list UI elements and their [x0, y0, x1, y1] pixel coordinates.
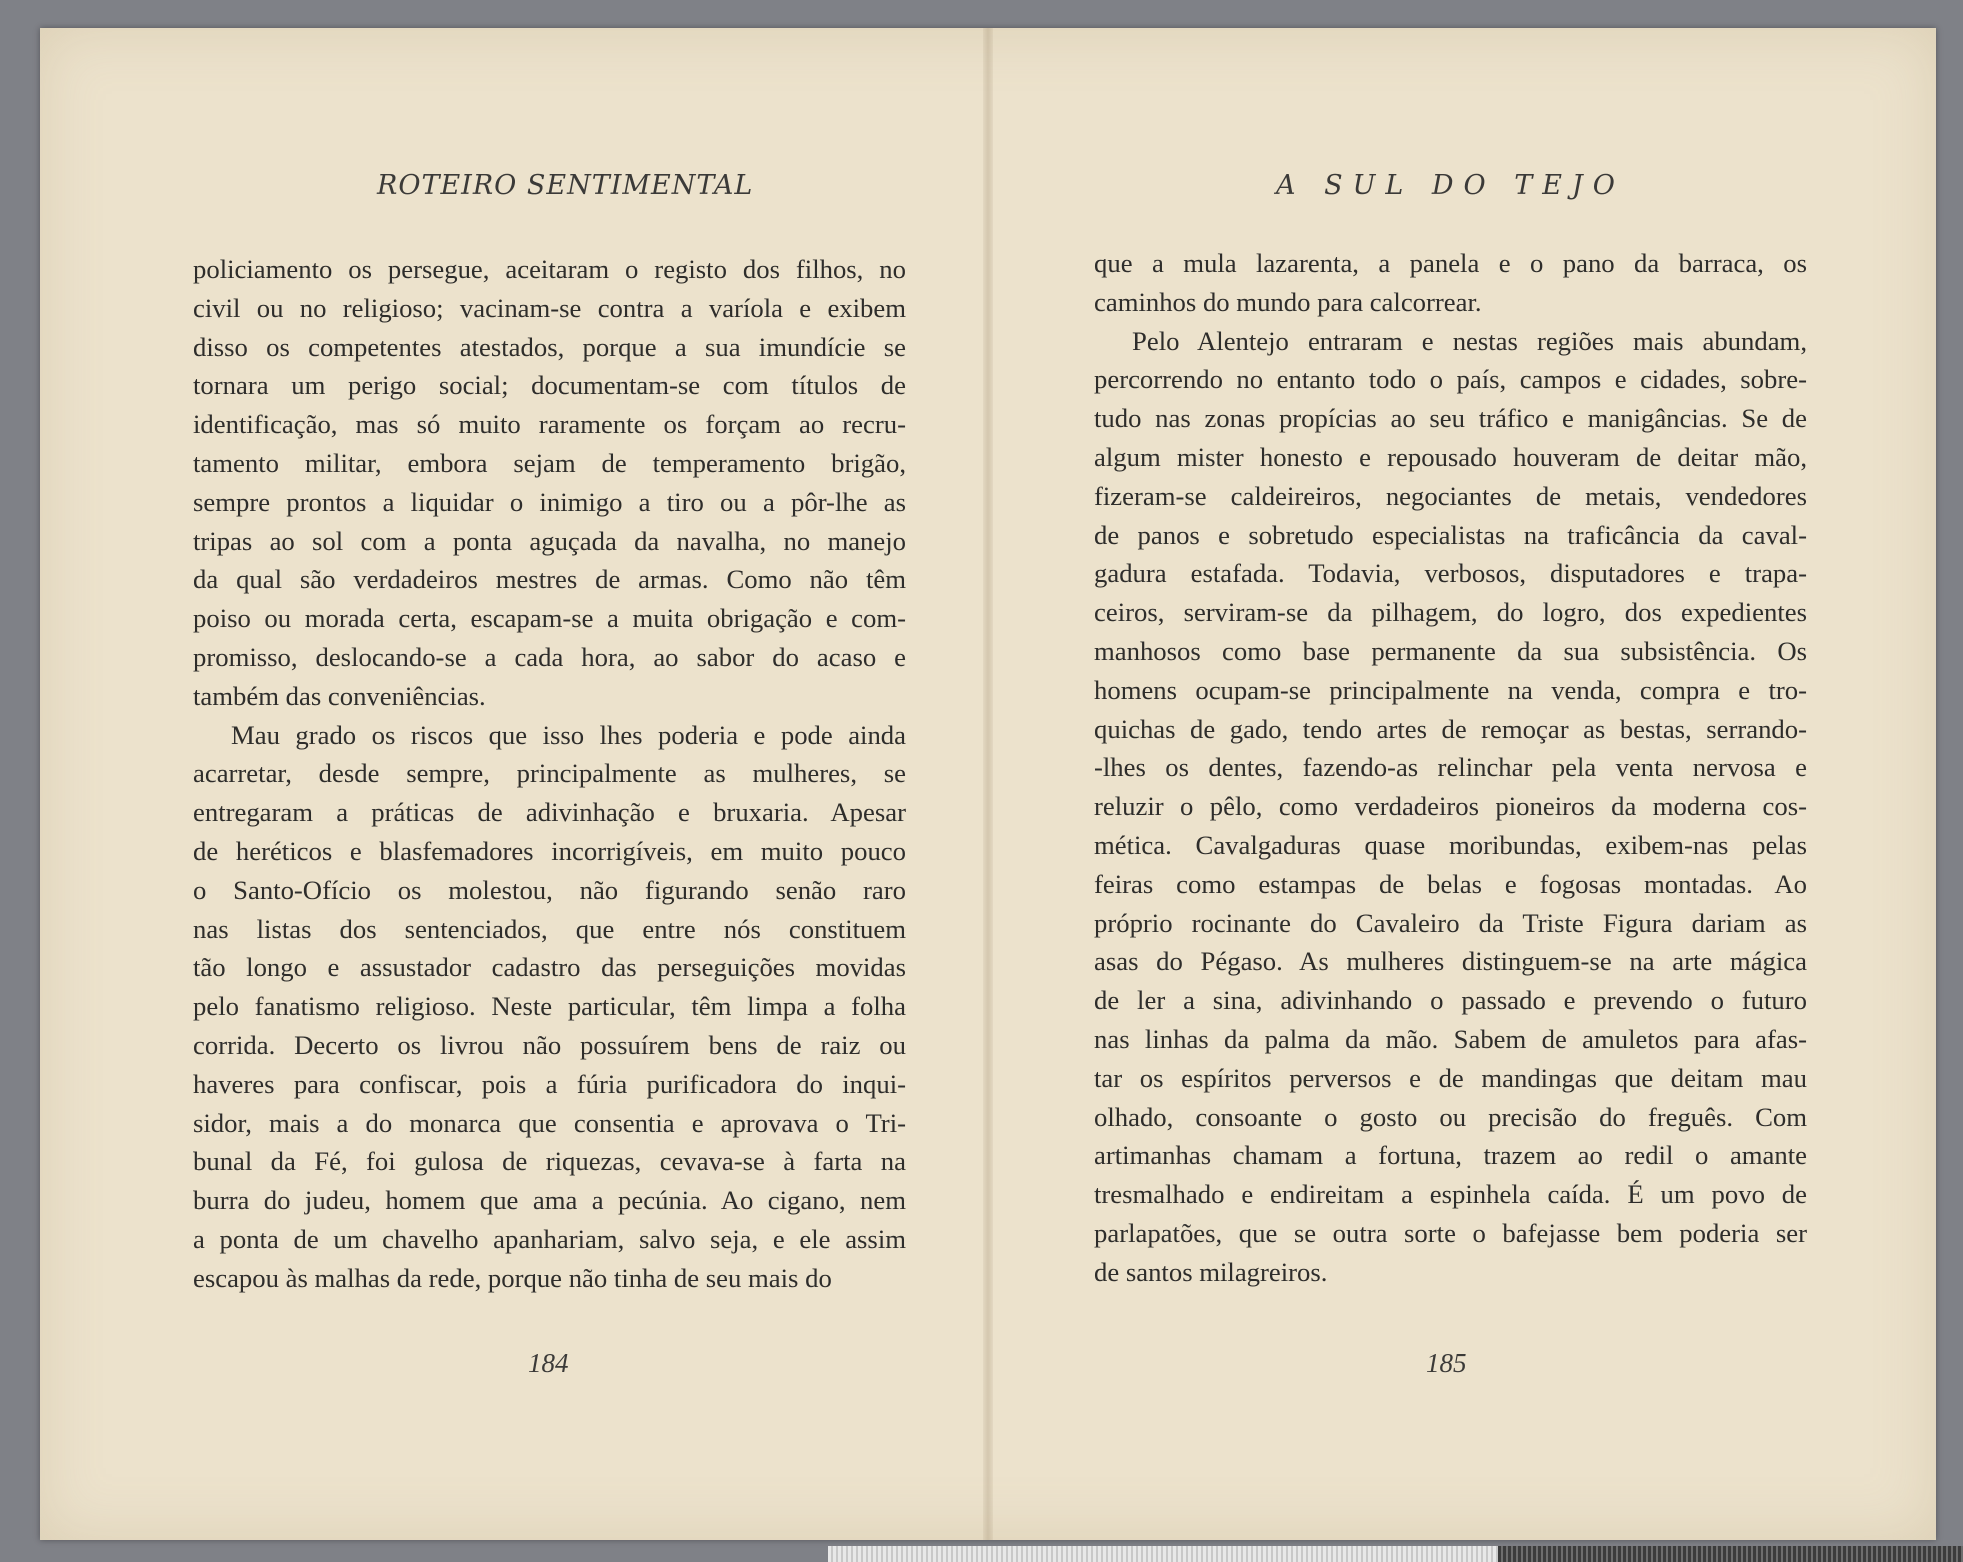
text-line: tão longo e assustador cadastro das perseguições movidas: [193, 952, 906, 983]
page-number-right: 185: [1426, 1348, 1467, 1378]
text-line: de heréticos e blasfemadores incorrigíveis, em muito pouco: [193, 835, 906, 866]
text-line: nas listas dos sentenciados, que entre nós constituem: [193, 913, 906, 944]
running-head-left: ROTEIRO SENTIMENTAL: [377, 170, 754, 201]
text-line: olhado, consoante o gosto ou precisão do freguês. Com: [1094, 1101, 1807, 1132]
text-line: nas linhas da palma da mão. Sabem de amuletos para afas-: [1094, 1023, 1807, 1054]
text-line: que a mula lazarenta, a panela e o pano da barraca, os: [1094, 248, 1807, 278]
text-line: haveres para confiscar, pois a fúria purificadora do inqui-: [193, 1068, 906, 1099]
text-line: caminhos do mundo para calcorrear.: [1094, 286, 1482, 317]
paragraph: [193, 250, 906, 716]
text-line: a ponta de um chavelho apanhariam, salvo seja, e ele assim: [193, 1223, 906, 1254]
paragraph: [1094, 322, 1807, 1292]
text-line: tripas ao sol com a ponta aguçada da navalha, no manejo: [193, 525, 906, 556]
text-line: disso os competentes atestados, porque a sua imundície se: [193, 331, 906, 362]
color-scale-dark-segment: [1498, 1546, 1963, 1562]
text-line: civil ou no religioso; vacinam-se contra a varíola e exibem: [193, 292, 906, 323]
text-line: mética. Cavalgaduras quase moribundas, exibem-nas pelas: [1094, 829, 1807, 860]
text-line: identificação, mas só muito raramente os forçam ao recru-: [193, 409, 906, 440]
text-line: tresmalhado e endireitam a espinhela caída. É um povo de: [1094, 1179, 1807, 1210]
text-line: promisso, deslocando-se a cada hora, ao sabor do acaso e: [193, 641, 906, 672]
right-page-text: [1094, 244, 1807, 1292]
text-line: de panos e sobretudo especialistas na traficância da caval-: [1094, 519, 1807, 550]
left-page: [40, 28, 988, 1540]
text-line: sempre prontos a liquidar o inimigo a tiro ou a pôr-lhe as: [193, 486, 906, 517]
text-line: corrida. Decerto os livrou não possuírem bens de raiz ou: [193, 1029, 906, 1060]
text-line: Pelo Alentejo entraram e nestas regiões mais abundam,: [1132, 325, 1807, 356]
text-line: quichas de gado, tendo artes de remoçar as bestas, serrando-: [1094, 713, 1807, 744]
paragraph: [193, 716, 906, 1298]
paragraph: [1094, 244, 1807, 322]
text-line: da qual são verdadeiros mestres de armas. Como não têm: [193, 564, 906, 595]
text-line: pelo fanatismo religioso. Neste particular, têm limpa a folha: [193, 991, 906, 1022]
text-line: tar os espíritos perversos e de mandingas que deitam mau: [1094, 1062, 1807, 1093]
text-line: percorrendo no entanto todo o país, campos e cidades, sobre-: [1094, 364, 1807, 395]
text-line: acarretar, desde sempre, principalmente as mulheres, se: [193, 758, 906, 789]
text-line: poiso ou morada certa, escapam-se a muita obrigação e com-: [193, 603, 906, 634]
text-line: de santos milagreiros.: [1094, 1256, 1328, 1287]
text-line: tudo nas zonas propícias ao seu tráfico e manigâncias. Se de: [1094, 403, 1807, 434]
text-line: Mau grado os riscos que isso lhes poderia e pode ainda: [231, 719, 906, 750]
text-line: bunal da Fé, foi gulosa de riquezas, cevava-se à farta na: [193, 1146, 906, 1177]
text-line: gadura estafada. Todavia, verbosos, disputadores e trapa-: [1094, 558, 1807, 589]
text-line: tornara um perigo social; documentam-se com títulos de: [193, 370, 906, 401]
text-line: o Santo-Ofício os molestou, não figurando senão raro: [193, 874, 906, 905]
text-line: sidor, mais a do monarca que consentia e aprovava o Tri-: [193, 1107, 906, 1138]
text-line: entregaram a práticas de adivinhação e bruxaria. Apesar: [193, 797, 906, 828]
text-line: ceiros, serviram-se da pilhagem, do logro, dos expedientes: [1094, 597, 1807, 628]
right-page: [988, 28, 1936, 1540]
text-line: próprio rocinante do Cavaleiro da Triste Figura dariam as: [1094, 907, 1807, 938]
running-head-right: A SUL DO TEJO: [1276, 170, 1625, 201]
text-line: fizeram-se caldeireiros, negociantes de metais, vendedores: [1094, 480, 1807, 511]
text-line: manhosos como base permanente da sua subsistência. Os: [1094, 635, 1807, 666]
text-line: artimanhas chamam a fortuna, trazem ao redil o amante: [1094, 1140, 1807, 1171]
page-number-left: 184: [528, 1348, 569, 1378]
text-line: parlapatões, que se outra sorte o bafejasse bem poderia ser: [1094, 1217, 1807, 1248]
text-line: burra do judeu, homem que ama a pecúnia. Ao cigano, nem: [193, 1185, 906, 1216]
color-scale-bar: [828, 1546, 1963, 1562]
text-line: tamento militar, embora sejam de temperamento brigão,: [193, 447, 906, 478]
left-page-text: [193, 250, 906, 1298]
text-line: policiamento os persegue, aceitaram o registo dos filhos, no: [193, 254, 906, 284]
text-line: homens ocupam-se principalmente na venda, compra e tro-: [1094, 674, 1807, 705]
text-line: reluzir o pêlo, como verdadeiros pioneiros da moderna cos-: [1094, 791, 1807, 822]
text-line: também das conveniências.: [193, 680, 486, 711]
text-line: algum mister honesto e repousado houveram de deitar mão,: [1094, 441, 1807, 472]
text-line: -lhes os dentes, fazendo-as relinchar pela venta nervosa e: [1094, 752, 1807, 783]
text-line: de ler a sina, adivinhando o passado e prevendo o futuro: [1094, 985, 1807, 1016]
text-line: asas do Pégaso. As mulheres distinguem-se na arte mágica: [1094, 946, 1807, 977]
text-line: escapou às malhas da rede, porque não tinha de seu mais do: [193, 1262, 832, 1293]
text-line: feiras como estampas de belas e fogosas montadas. Ao: [1094, 868, 1807, 899]
